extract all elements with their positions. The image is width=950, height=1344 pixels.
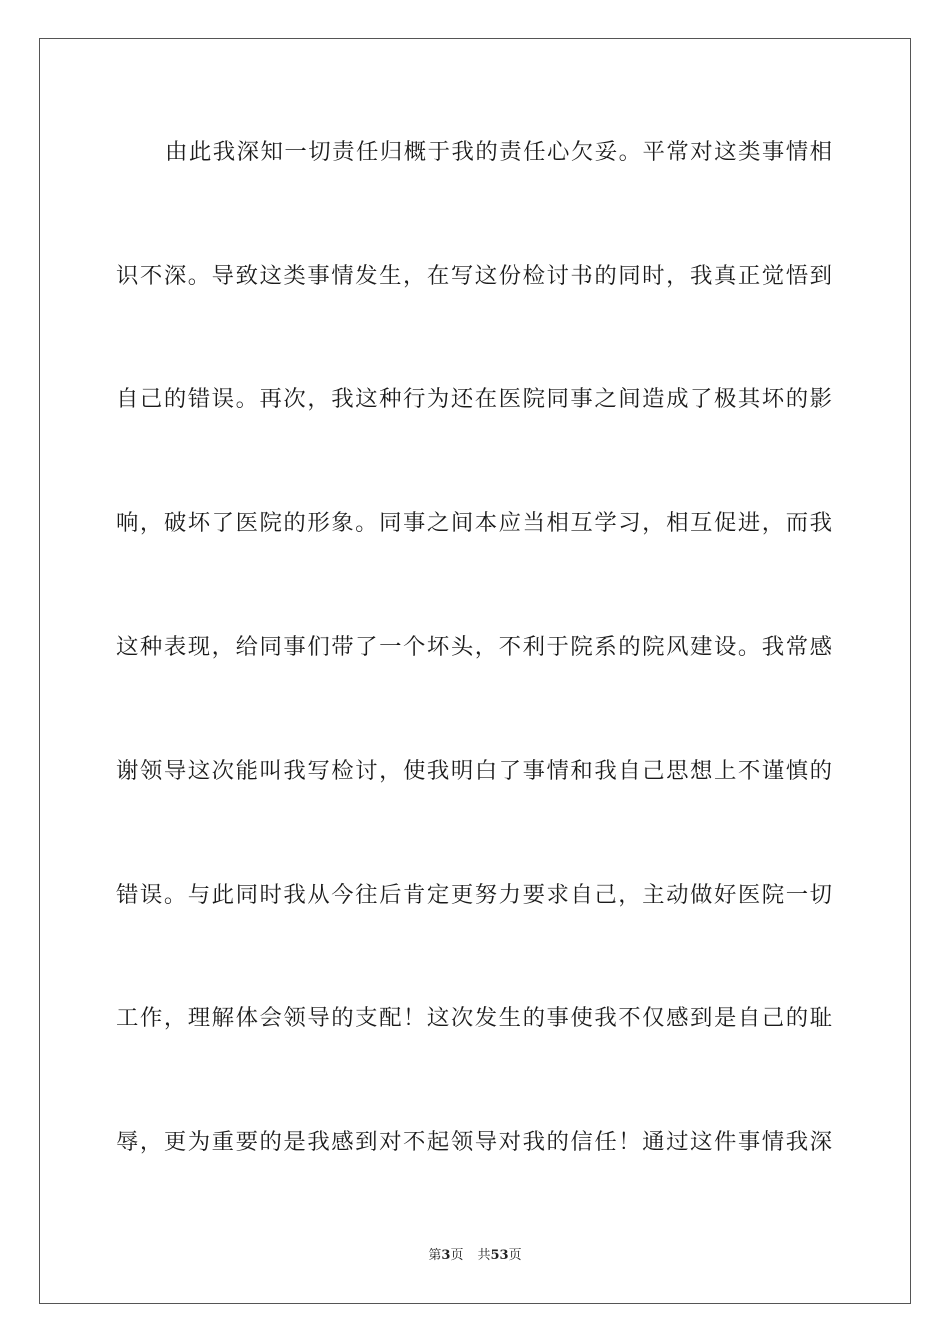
paragraph-line-3: 自己的错误。再次，我这种行为还在医院同事之间造成了极其坏的影 [116, 386, 832, 412]
page-current: 3 [441, 1248, 451, 1263]
page-footer [0, 1247, 950, 1265]
paragraph-line-2: 识不深。导致这类事情发生，在写这份检讨书的同时，我真正觉悟到 [116, 263, 832, 289]
page-total: 53 [490, 1248, 509, 1263]
paragraph-line-6: 谢领导这次能叫我写检讨，使我明白了事情和我自己思想上不谨慎的 [116, 758, 832, 784]
page-border [39, 38, 911, 1304]
page-label-suffix: 页 [450, 1248, 464, 1263]
paragraph-line-4: 响，破坏了医院的形象。同事之间本应当相互学习，相互促进，而我 [116, 510, 832, 536]
total-label-suffix: 页 [508, 1248, 522, 1263]
total-label-prefix: 共 [477, 1248, 491, 1263]
paragraph-line-7: 错误。与此同时我从今往后肯定更努力要求自己，主动做好医院一切 [116, 882, 832, 908]
paragraph-line-5: 这种表现，给同事们带了一个坏头，不利于院系的院风建设。我常感 [116, 634, 832, 660]
paragraph-line-9: 辱，更为重要的是我感到对不起领导对我的信任！通过这件事情我深 [116, 1129, 832, 1155]
paragraph-line-1: 由此我深知一切责任归概于我的责任心欠妥。平常对这类事情相 [165, 139, 832, 165]
paragraph-line-8: 工作，理解体会领导的支配！这次发生的事使我不仅感到是自己的耻 [116, 1005, 832, 1031]
page-label-prefix: 第 [428, 1248, 442, 1263]
